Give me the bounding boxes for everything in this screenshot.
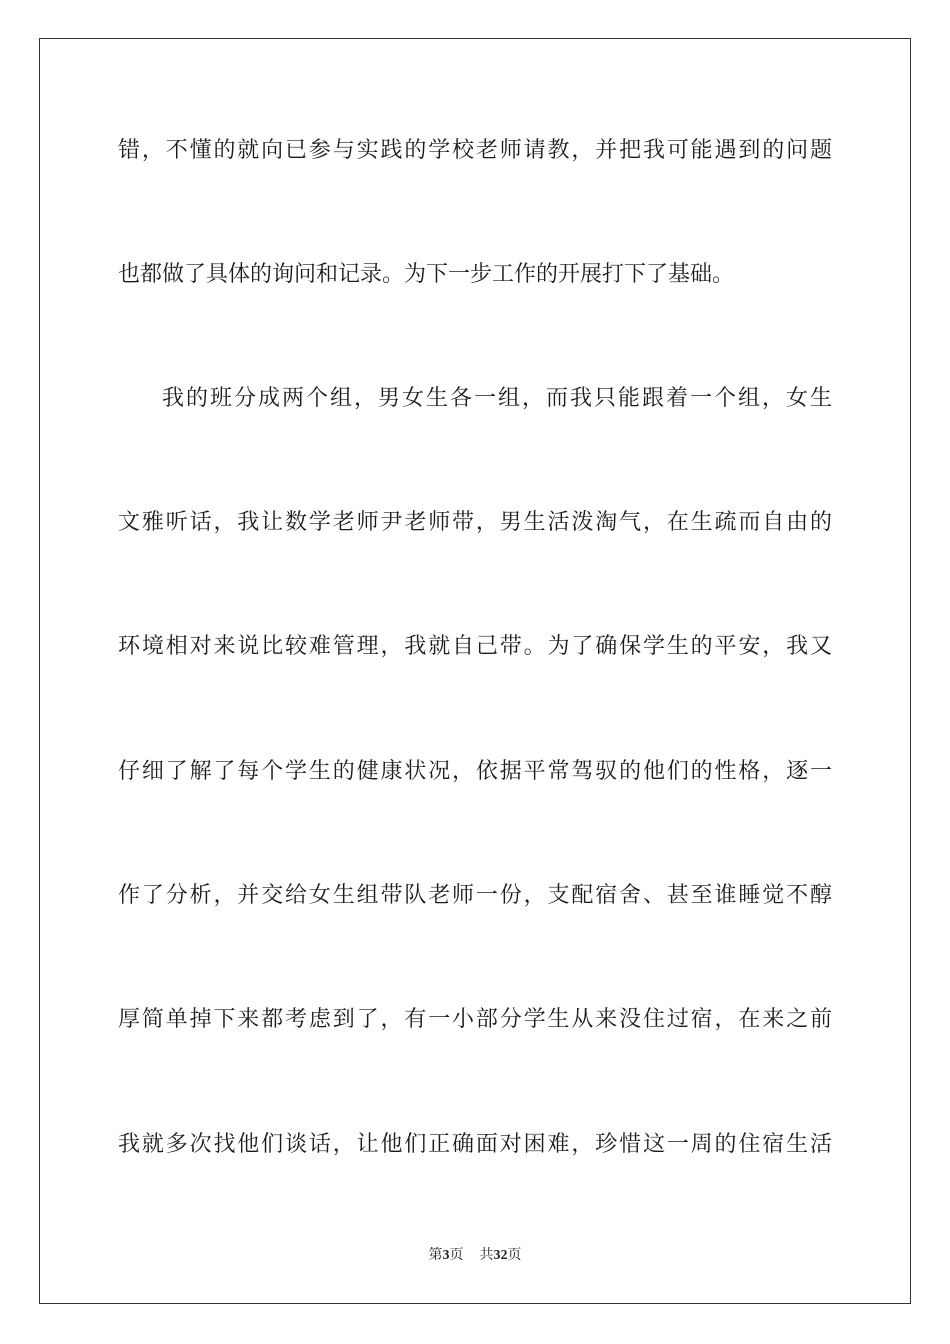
body-text-line-8: 厚简单掉下来都考虑到了，有一小部分学生从来没住过宿，在来之前 xyxy=(118,1007,832,1032)
page-footer xyxy=(0,1246,950,1266)
footer-total-pages: 32 xyxy=(493,1248,508,1263)
footer-total-prefix: 共 xyxy=(479,1248,494,1263)
body-text-line-7: 作了分析，并交给女生组带队老师一份，支配宿舍、甚至谁睡觉不醇 xyxy=(118,883,832,908)
footer-page-suffix: 页 xyxy=(449,1248,464,1263)
body-text-line-3: 我的班分成两个组，男女生各一组，而我只能跟着一个组，女生 xyxy=(162,386,832,411)
body-text-line-2: 也都做了具体的询问和记录。为下一步工作的开展打下了基础。 xyxy=(118,262,735,287)
body-text-line-9: 我就多次找他们谈话，让他们正确面对困难，珍惜这一周的住宿生活 xyxy=(118,1132,832,1157)
body-text-line-6: 仔细了解了每个学生的健康状况，依据平常驾驭的他们的性格，逐一 xyxy=(118,759,832,784)
body-text-line-4: 文雅听话，我让数学老师尹老师带，男生活泼淘气，在生疏而自由的 xyxy=(118,510,832,535)
page-border xyxy=(39,38,911,1304)
body-text-line-5: 环境相对来说比较难管理，我就自己带。为了确保学生的平安，我又 xyxy=(118,634,832,659)
footer-page-prefix: 第 xyxy=(428,1248,443,1263)
body-text-line-1: 错，不懂的就向已参与实践的学校老师请教，并把我可能遇到的问题 xyxy=(118,138,832,163)
footer-total-suffix: 页 xyxy=(507,1248,522,1263)
footer-page-number: 3 xyxy=(442,1248,450,1263)
